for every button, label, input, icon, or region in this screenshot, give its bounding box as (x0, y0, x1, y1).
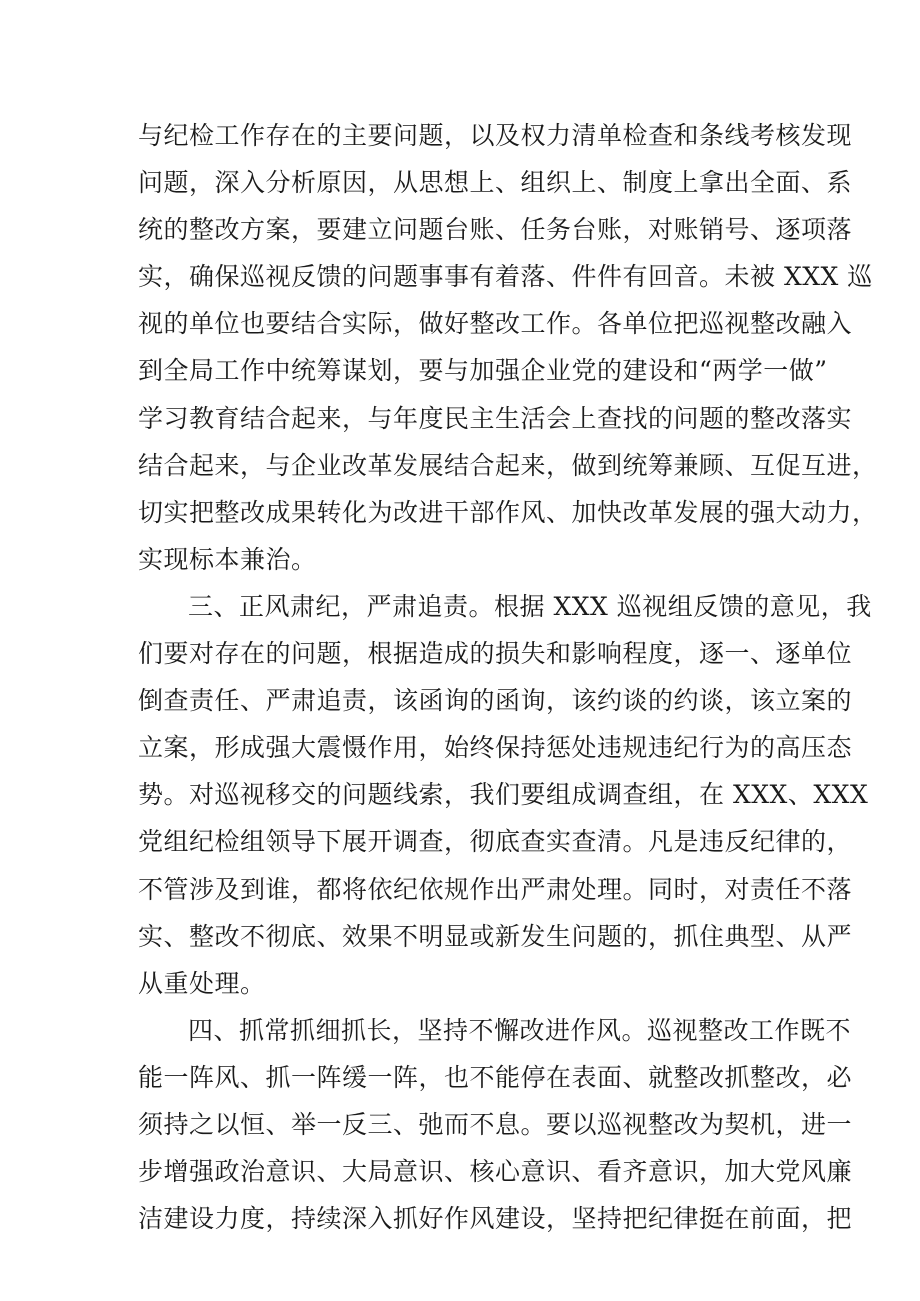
text-line: 们要对存在的问题，根据造成的损失和影响程度，逐一、逐单位 (138, 639, 853, 669)
text-line: 切实把整改成果转化为改进干部作风、加快改革发展的强大动力， (138, 497, 878, 527)
text-line: 问题，深入分析原因，从思想上、组织上、制度上拿出全面、系 (138, 168, 853, 198)
text-line: 三、正风肃纪，严肃追责。根据 XXX 巡视组反馈的意见，我 (188, 591, 872, 621)
document-body (138, 112, 878, 1242)
text-line: 洁建设力度，持续深入抓好作风建设，坚持把纪律挺在前面，把 (138, 1204, 853, 1234)
text-line: 视的单位也要结合实际，做好整改工作。各单位把巡视整改融入 (138, 309, 853, 339)
text-line: 须持之以恒、举一反三、弛而不息。要以巡视整改为契机，进一 (138, 1109, 853, 1139)
text-line: 四、抓常抓细抓长，坚持不懈改进作风。巡视整改工作既不 (188, 1015, 852, 1045)
text-line: 到全局工作中统筹谋划，要与加强企业党的建设和“两学一做” (138, 356, 828, 386)
text-line: 步增强政治意识、大局意识、核心意识、看齐意识，加大党风廉 (138, 1157, 853, 1187)
text-line: 能一阵风、抓一阵缓一阵，也不能停在表面、就整改抓整改，必 (138, 1062, 853, 1092)
text-line: 与纪检工作存在的主要问题，以及权力清单检查和条线考核发现 (138, 121, 853, 150)
text-line: 实，确保巡视反馈的问题事事有着落、件件有回音。未被 XXX 巡 (138, 262, 873, 292)
text-line: 实现标本兼治。 (138, 544, 317, 574)
text-line: 结合起来，与企业改革发展结合起来，做到统筹兼顾、互促互进， (138, 450, 878, 480)
text-line: 立案，形成强大震慑作用，始终保持惩处违规违纪行为的高压态 (138, 733, 853, 763)
text-line: 党组纪检组领导下展开调查，彻底查实查清。凡是违反纪律的， (138, 827, 853, 857)
text-line: 势。对巡视移交的问题线索，我们要组成调查组，在 XXX、XXX (138, 780, 869, 810)
text-line: 不管涉及到谁，都将依纪依规作出严肃处理。同时，对责任不落 (138, 874, 853, 904)
text-line: 实、整改不彻底、效果不明显或新发生问题的，抓住典型、从严 (138, 921, 853, 951)
text-line: 学习教育结合起来，与年度民主生活会上查找的问题的整改落实 (138, 403, 853, 433)
text-line: 统的整改方案，要建立问题台账、任务台账，对账销号、逐项落 (138, 215, 853, 245)
text-line: 从重处理。 (138, 968, 266, 998)
text-line: 倒查责任、严肃追责，该函询的函询，该约谈的约谈，该立案的 (138, 686, 853, 716)
